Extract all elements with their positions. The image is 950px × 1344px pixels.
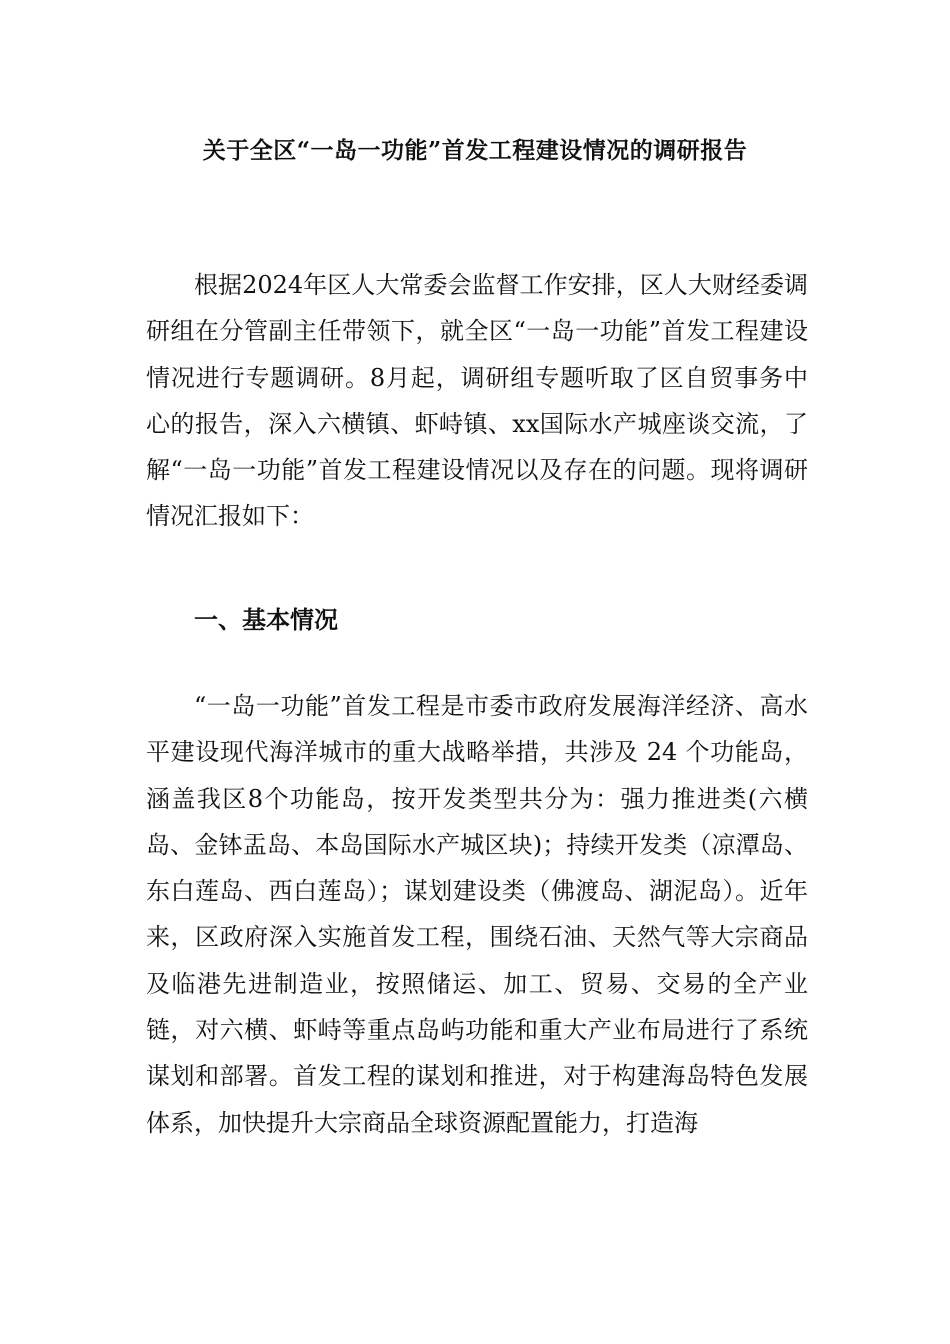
section-1-paragraph: “一岛一功能”首发工程是市委市政府发展海洋经济、高水平建设现代海洋城市的重大战略举措，共涉及 24 个功能岛，涵盖我区8个功能岛，按开发类型共分为：强力推进类(六横岛、金钵盂岛、本岛国际水产城区块)；持续开发类（凉潭岛、东白莲岛、西白莲岛）；谋划建设类（佛渡岛、湖泥岛）。近年来，区政府深入实施首发工程，围绕石油、天然气等大宗商品及临港先进制造业，按照储运、加工、贸易、交易的全产业链，对六横、虾峙等重点岛屿功能和重大产业布局进行了系统谋划和部署。首发工程的谋划和推进，对于构建海岛特色发展体系，加快提升大宗商品全球资源配置能力，打造海: [146, 692, 808, 1137]
intro-paragraph: 根据2024年区人大常委会监督工作安排，区人大财经委调研组在分管副主任带领下，就全区“一岛一功能”首发工程建设情况进行专题调研。8月起，调研组专题听取了区自贸事务中心的报告，深入六横镇、虾峙镇、xx国际水产城座谈交流，了解“一岛一功能”首发工程建设情况以及存在的问题。现将调研情况汇报如下：: [146, 271, 808, 531]
document-title: 关于全区“一岛一功能”首发工程建设情况的调研报告: [202, 137, 748, 164]
section-heading-basic-situation: 一、基本情况: [194, 605, 338, 634]
